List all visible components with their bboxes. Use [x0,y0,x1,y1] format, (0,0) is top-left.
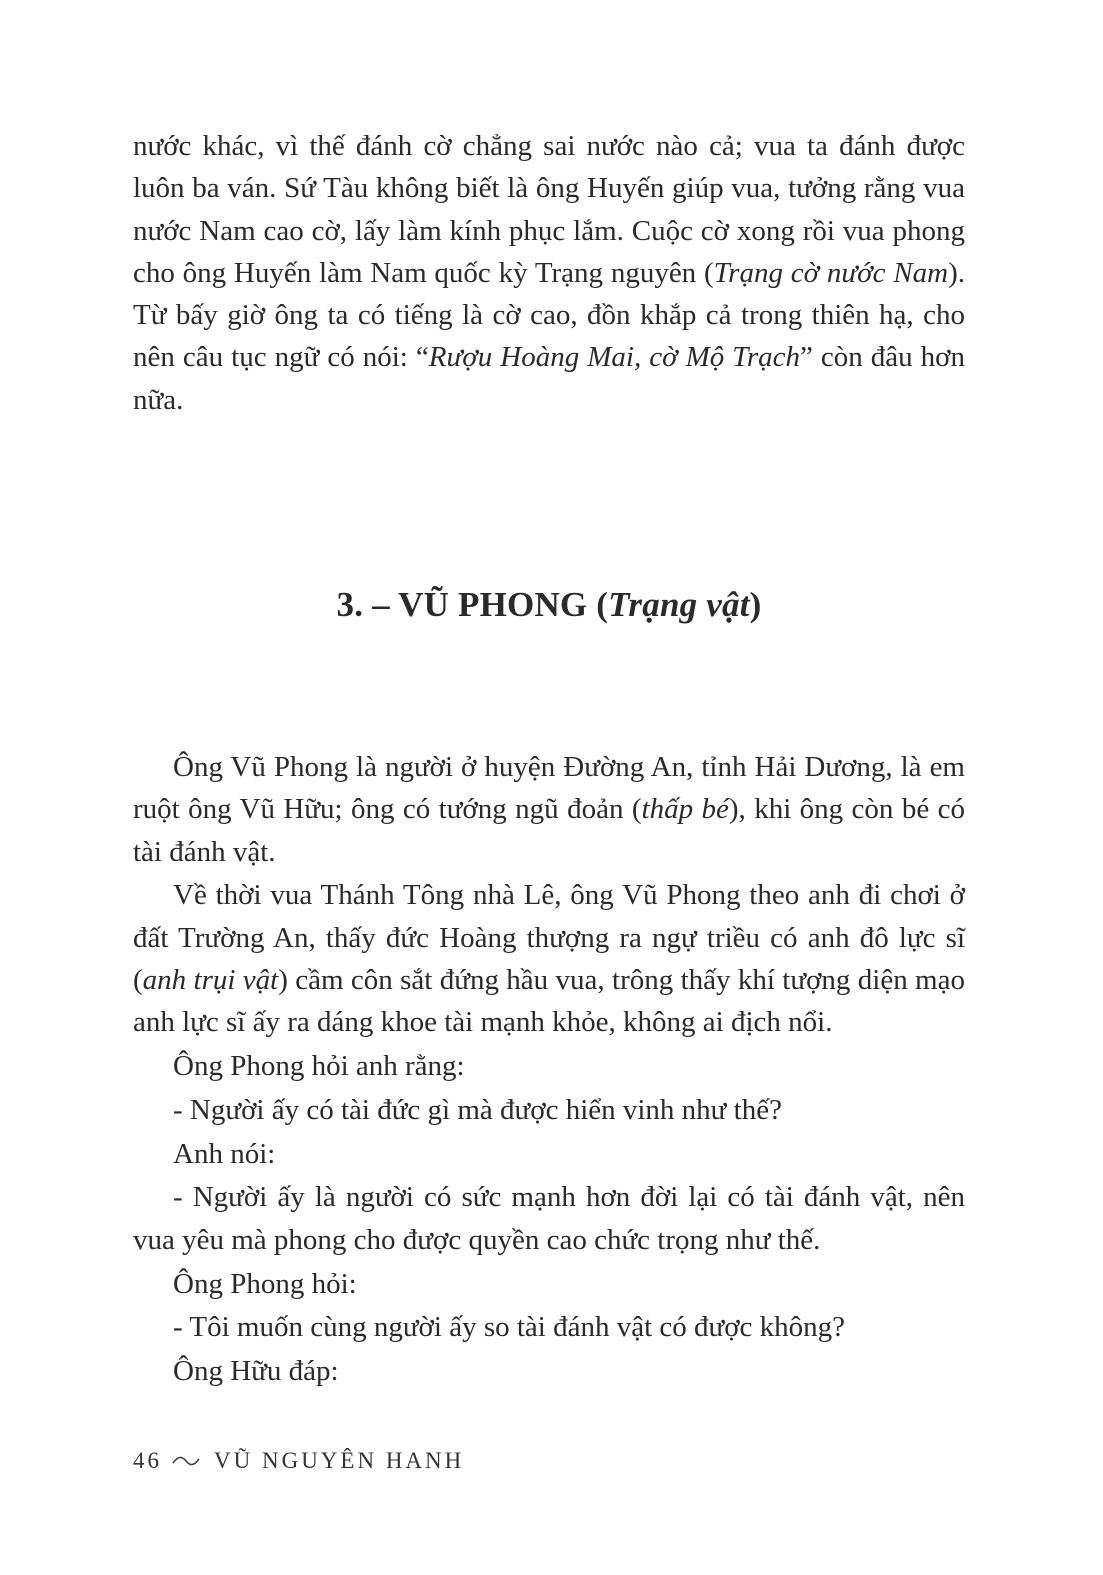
section-body [133,746,965,1394]
italic-text-run: Rượu Hoàng Mai, cờ Mộ Trạch [428,341,800,374]
page-number: 46 [133,1448,162,1473]
text-run: Về thời vua Thánh Tông nhà Lê, ông Vũ Phong theo anh đi chơi ở đất Trường An, thấy đức Hoàng thượng ra ngự triều có anh đô lực sĩ ( [133,879,965,996]
heading-italic-text: Trạng vật [608,585,750,624]
body-paragraph: Ông Hữu đáp: [173,1355,339,1388]
body-paragraph: Ông Phong hỏi anh rằng: [173,1050,465,1083]
text-run: ) cầm côn sắt đứng hầu vua, trông thấy khí tượng diện mạo anh lực sĩ ấy ra dáng khoe tài mạnh khỏe, không ai địch nổi. [133,963,965,1039]
dialogue-line: - Người ấy là người có sức mạnh hơn đời lại có tài đánh vật, nên vua yêu mà phong cho được quyền cao chức trọng như thế. [133,1181,965,1256]
text-run: ” còn đâu hơn nữa. [133,341,966,416]
body-paragraph [133,746,965,873]
page-footer [133,1448,464,1474]
text-run: Ông Vũ Phong là người ở huyện Đường An, tỉnh Hải Dương, là em ruột ông Vũ Hữu; ông có tướng ngũ đoản ( [133,751,965,826]
author-name: VŨ NGUYÊN HANH [214,1448,465,1473]
italic-text-run: Trạng cờ nước Nam [713,256,949,289]
italic-text-run: thấp bé [641,793,729,826]
heading-text-close: ) [749,585,762,624]
section-heading [133,585,965,625]
tilde-separator-icon [172,1454,200,1468]
text-run: nước khác, vì thế đánh cờ chẳng sai nước nào cả; vua ta đánh được luôn ba ván. Sứ Tàu không biết là ông Huyến giúp vua, tưởng rằng vua nước Nam cao cờ, lấy làm kính phục lắm. Cuộc cờ xong rồi vua phong cho ông Huyến làm Nam quốc kỳ Trạng nguyên ( [133,130,965,289]
italic-text-run: anh trụi vật [142,963,279,996]
dialogue-line: - Người ấy có tài đức gì mà được hiển vinh như thế? [173,1093,782,1126]
body-paragraph: Anh nói: [173,1137,276,1170]
continued-paragraph [133,125,965,421]
text-run: ). Từ bấy giờ ông ta có tiếng là cờ cao, đồn khắp cả trong thiên hạ, cho nên câu tục ngữ có nói: “ [133,256,965,374]
body-paragraph [133,874,965,1043]
body-paragraph: Ông Phong hỏi: [173,1267,357,1300]
continued-paragraph-block [133,125,965,421]
text-run: ), khi ông còn bé có tài đánh vật. [133,793,965,868]
heading-text: 3. – VŨ PHONG ( [336,585,609,624]
dialogue-line: - Tôi muốn cùng người ấy so tài đánh vật có được không? [173,1311,846,1344]
